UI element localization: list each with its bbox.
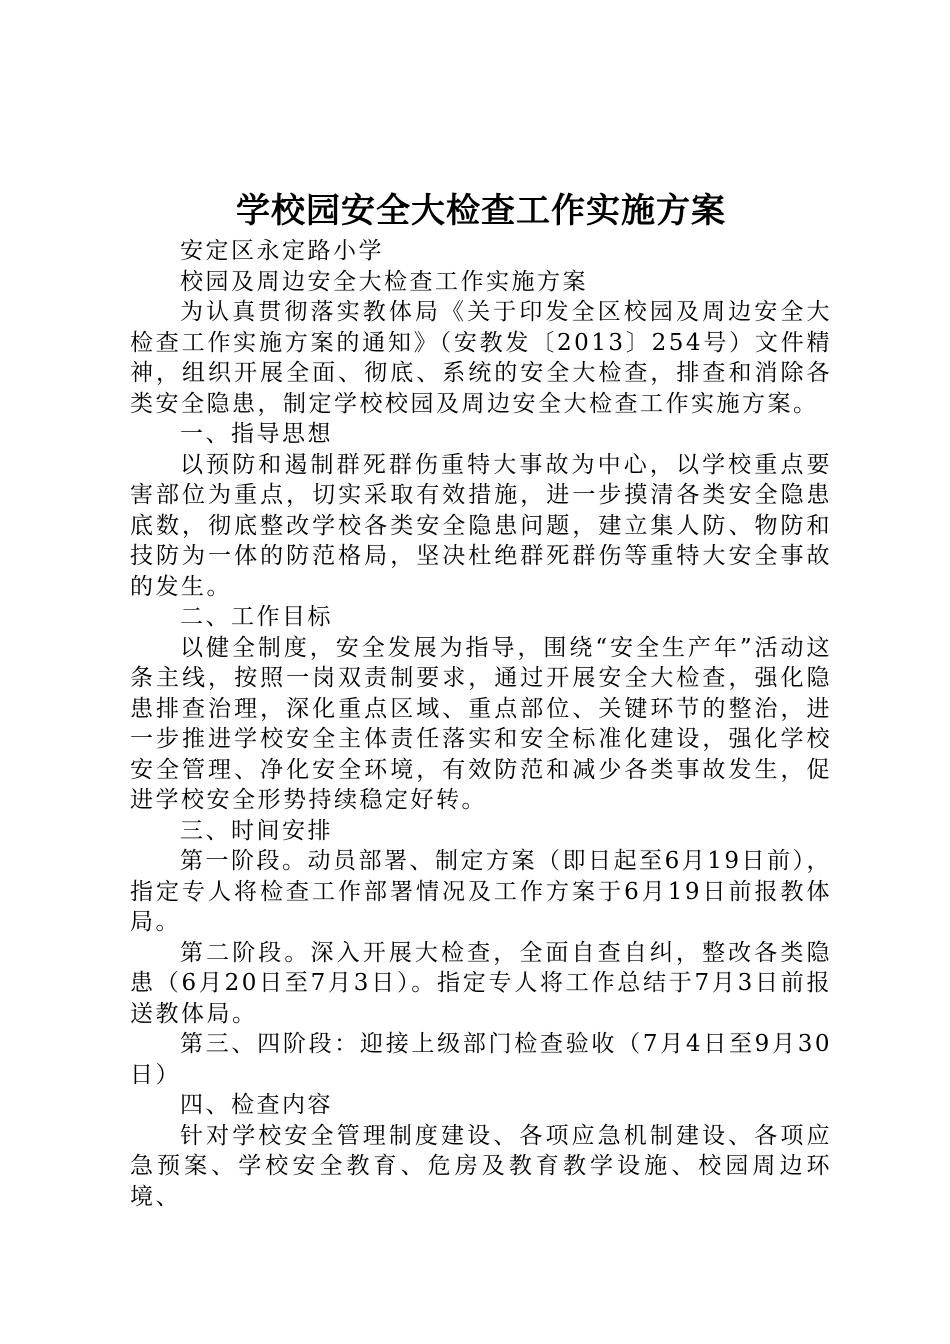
stage-three-paragraph: 第三、四阶段：迎接上级部门检查验收（7月4日至9月30日） (130, 1031, 832, 1088)
inspection-content-paragraph: 针对学校安全管理制度建设、各项应急机制建设、各项应急预案、学校安全教育、危房及教育教学设施、校园周边环境、 (130, 1122, 832, 1210)
document-page (130, 186, 832, 1212)
document-title: 学校园安全大检查工作实施方案 (236, 191, 726, 231)
work-goals-paragraph: 以健全制度，安全发展为指导，围绕“安全生产年”活动这条主线，按照一岗双责制要求，通过开展安全大检查，强化隐患排查治理，深化重点区域、重点部位、关键环节的整治，进一步推进学校安全主体责任落实和安全标准化建设，强化学校安全管理、净化安全环境，有效防范和减少各类事故发生，促进学校安全形势持续稳定好转。 (130, 634, 832, 813)
section-heading-schedule: 三、时间安排 (180, 817, 333, 844)
guiding-ideology-paragraph: 以预防和遏制群死群伤重特大事故为中心，以学校重点要害部位为重点，切实采取有效措施，进一步摸清各类安全隐患底数，彻底整改学校各类安全隐患问题，建立集人防、物防和技防为一体的防范格局，坚决杜绝群死群伤等重特大安全事故的发生。 (130, 451, 832, 600)
intro-paragraph: 为认真贯彻落实教体局《关于印发全区校园及周边安全大检查工作实施方案的通知》（安教发〔2013〕254号）文件精神，组织开展全面、彻底、系统的安全大检查，排查和消除各类安全隐患，制定学校校园及周边安全大检查工作实施方案。 (130, 299, 832, 417)
stage-one-paragraph: 第一阶段。动员部署、制定方案（即日起至6月19日前），指定专人将检查工作部署情况及工作方案于6月19日前报教体局。 (130, 848, 832, 935)
stage-two-paragraph: 第二阶段。深入开展大检查，全面自查自纠，整改各类隐患（6月20日至7月3日）。指定专人将工作总结于7月3日前报送教体局。 (130, 939, 832, 1027)
section-heading-inspection-content: 四、检查内容 (180, 1092, 333, 1118)
section-heading-work-goals: 二、工作目标 (180, 604, 333, 630)
school-name: 安定区永定路小学 (180, 238, 384, 264)
document-subtitle: 校园及周边安全大检查工作实施方案 (180, 268, 588, 295)
section-heading-guiding-ideology: 一、指导思想 (180, 421, 333, 447)
